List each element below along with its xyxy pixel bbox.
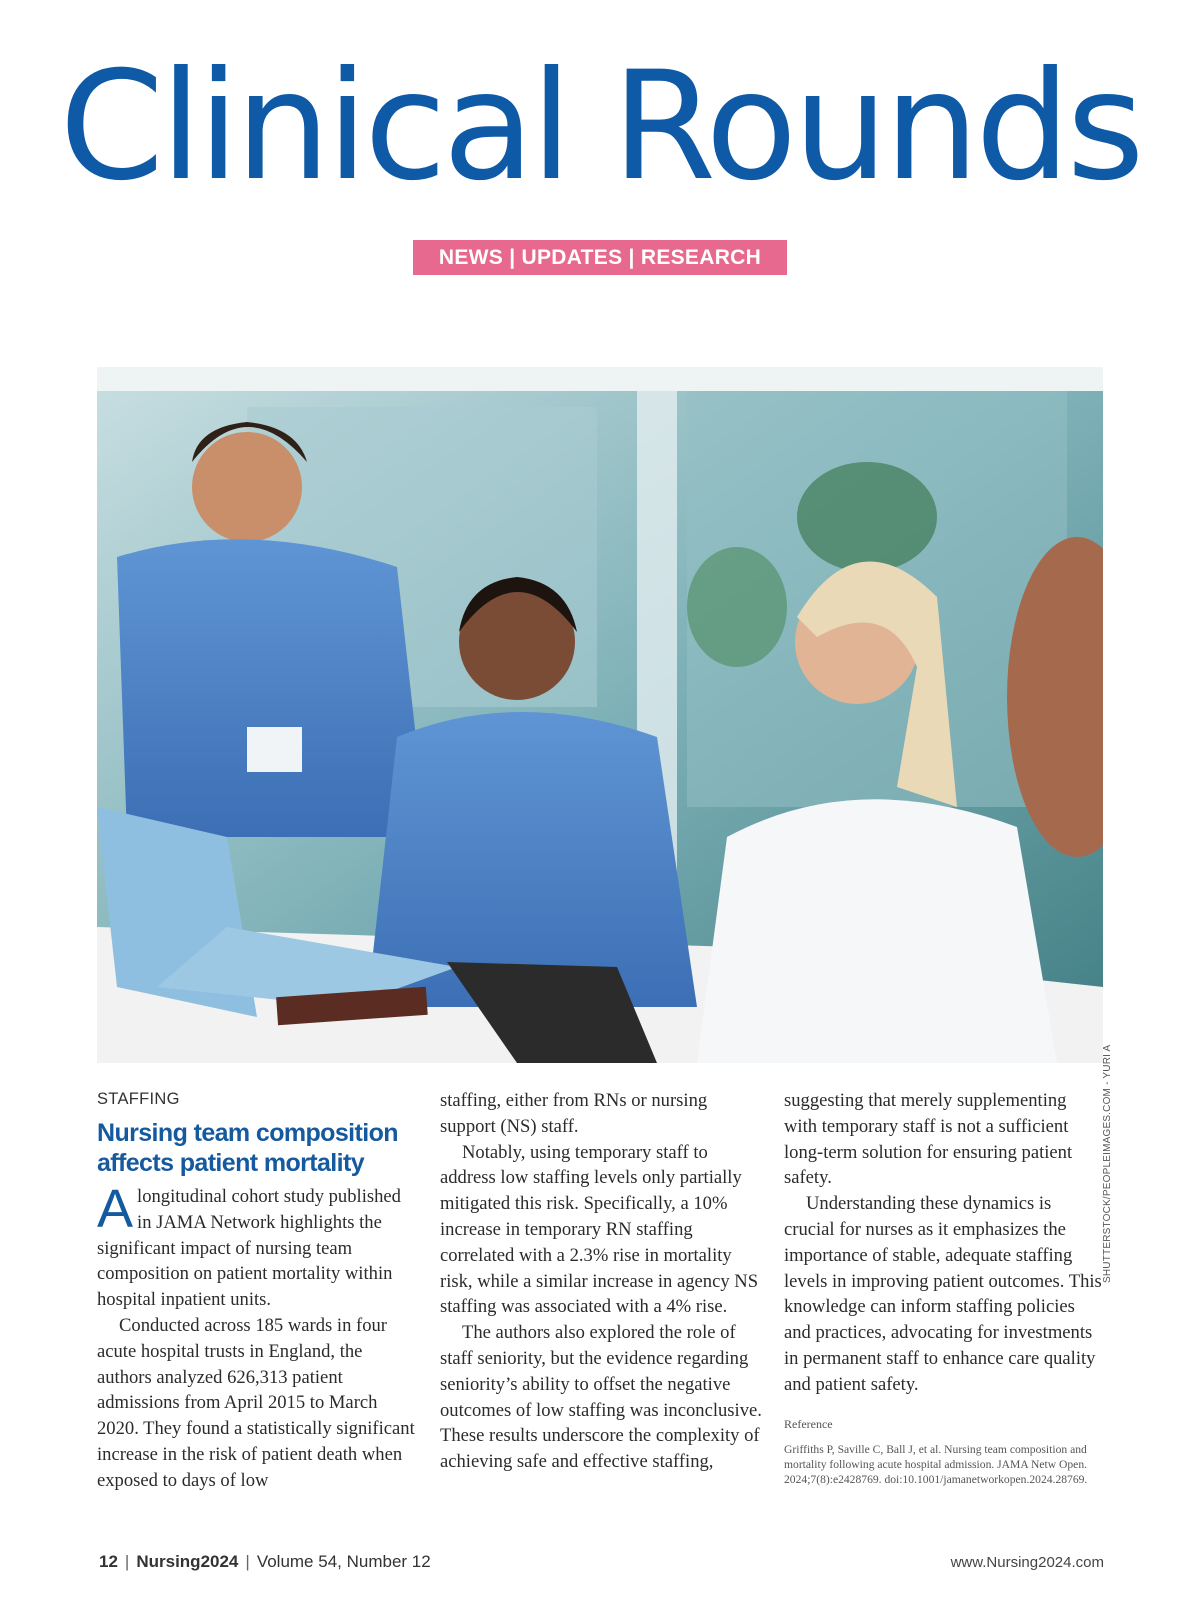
page-footer: 12 | Nursing2024 | Volume 54, Number 12 www.Nursing2024.com — [99, 1552, 1104, 1571]
article-paragraph: The authors also explored the role of staff seniority, but the evidence regarding seniority’s ability to offset the negative outcomes of low staffing was inconclusive. These results underscore the complexity of achieving safe and effective staffing, — [440, 1322, 762, 1473]
article-paragraph: Notably, using temporary staff to address low staffing levels only partially mitigated this risk. Specifically, a 10% increase in temporary RN staffing correlated with a 2.3% rise in mortality risk, while a similar increase in agency NS staffing was associated with a 4% rise. — [440, 1141, 759, 1318]
page-number: 12 — [99, 1552, 118, 1571]
reference-label: Reference — [784, 1416, 833, 1431]
article-kicker: STAFFING — [97, 1090, 180, 1108]
article-column-3 — [784, 1088, 1104, 1487]
section-tagline: NEWS | UPDATES | RESEARCH — [413, 240, 787, 275]
issue-info: Volume 54, Number 12 — [256, 1552, 431, 1571]
photo-credit: SHUTTERSTOCK/PEOPLEIMAGES.COM - YURI A — [1102, 1044, 1113, 1283]
website-link[interactable]: www.Nursing2024.com — [950, 1554, 1104, 1571]
masthead-title: Clinical Rounds — [59, 40, 1141, 214]
reference-text: Griffiths P, Saville C, Ball J, et al. Nursing team composition and mortality following acute hospital admission. JAMA Netw Open. 2024;7(8):e2428769. doi:10.1001/jamanetworkopen.2024.28769. — [784, 1442, 1088, 1486]
article-paragraph: Conducted across 185 wards in four acute hospital trusts in England, the authors analyzed 626,313 patient admissions from April 2015 to March 2020. They found a statistically significant increase in the risk of patient death when exposed to days of low — [97, 1314, 415, 1491]
article-photo — [97, 367, 1103, 1063]
article-column-2 — [440, 1088, 762, 1475]
publication-name: Nursing2024 — [136, 1552, 239, 1571]
article-paragraph: Alongitudinal cohort study published in JAMA Network highlights the significant impact of nursing team composition on patient mortality within hospital inpatient units. — [97, 1179, 401, 1311]
article-paragraph: Understanding these dynamics is crucial for nurses as it emphasizes the importance of stable, adequate staffing levels in improving patient outcomes. This knowledge can inform staffing policies and practices, advocating for investments in permanent staff to enhance care quality and patient safety. — [784, 1193, 1102, 1395]
article-paragraph: staffing, either from RNs or nursing support (NS) staff. — [440, 1090, 708, 1137]
article-column-1 — [97, 1088, 419, 1494]
article-headline: Nursing team composition affects patient mortality — [97, 1119, 398, 1177]
drop-cap: A — [97, 1179, 134, 1239]
article-paragraph: suggesting that merely supplementing with temporary staff is not a sufficient long-term solution for ensuring patient safety. — [784, 1090, 1073, 1189]
